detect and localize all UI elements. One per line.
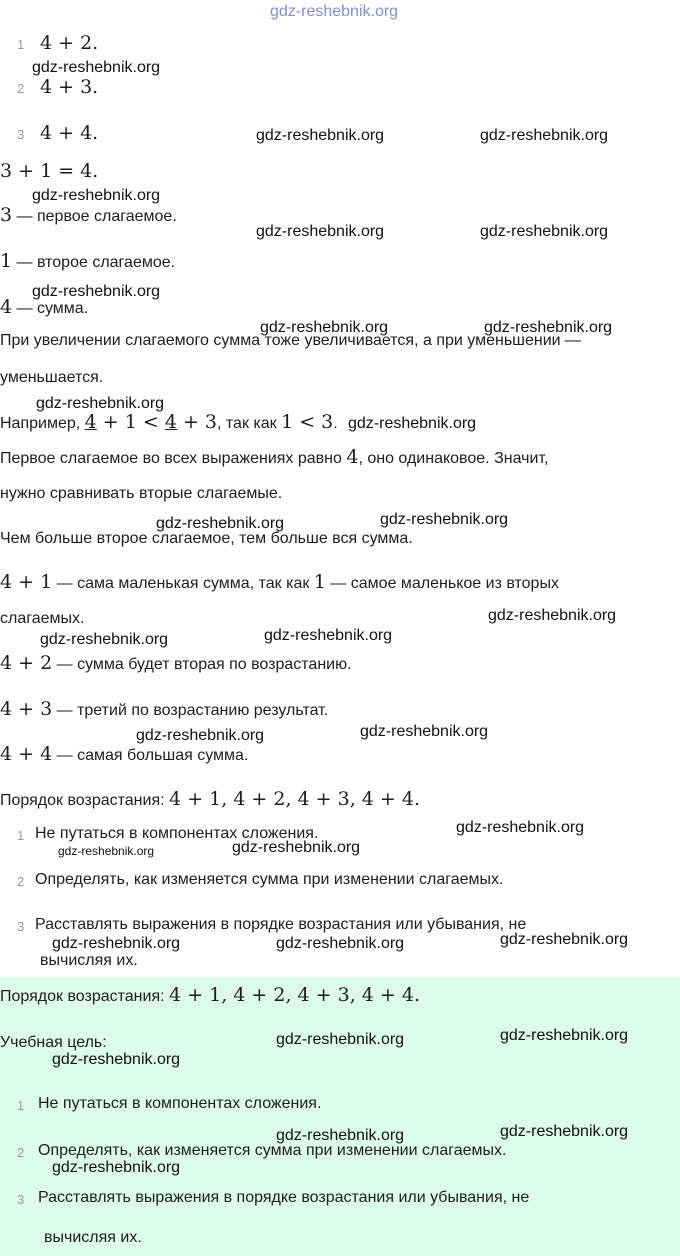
list-number: 3	[17, 1192, 25, 1207]
list-number: 2	[17, 1145, 25, 1160]
item-math: 4 + 4	[0, 743, 53, 765]
watermark: gdz-reshebnik.org	[32, 187, 161, 204]
goal-text: Определять, как изменяется сумма при изменении слагаемых.	[38, 1142, 507, 1159]
list-number: 1	[17, 828, 25, 843]
goal-heading: Учебная цель:	[0, 1034, 107, 1051]
watermark: gdz-reshebnik.org	[32, 283, 161, 300]
item-math: 4 + 1	[0, 571, 53, 593]
item-row	[0, 698, 328, 720]
watermark: gdz-reshebnik.org	[360, 723, 489, 740]
list-number: 2	[17, 81, 25, 96]
item-math: 4 + 2	[0, 652, 53, 674]
watermark: gdz-reshebnik.org	[484, 319, 613, 336]
part-text: — сумма.	[12, 300, 89, 317]
list-number: 1	[17, 1098, 25, 1113]
watermark: gdz-reshebnik.org	[260, 319, 389, 336]
list-number: 3	[17, 127, 25, 142]
goal-text: Не путаться в компонентах сложения.	[35, 825, 319, 842]
watermark: gdz-reshebnik.org	[52, 1051, 181, 1068]
item-text: — самая большая сумма.	[52, 747, 249, 764]
example-mid: , так как	[217, 415, 282, 432]
example-math: + 3	[176, 411, 218, 433]
watermark: gdz-reshebnik.org	[40, 631, 169, 648]
order-value: 4 + 1, 4 + 2, 4 + 3, 4 + 4.	[169, 984, 420, 1006]
goal-text: Определять, как изменяется сумма при изменении слагаемых.	[35, 871, 504, 888]
item-row	[0, 571, 559, 593]
watermark: gdz-reshebnik.org	[276, 935, 405, 952]
watermark: gdz-reshebnik.org	[32, 59, 161, 76]
watermark: gdz-reshebnik.org	[36, 395, 165, 412]
watermark: gdz-reshebnik.org	[52, 935, 181, 952]
watermark: gdz-reshebnik.org	[456, 819, 585, 836]
first-addend-text: Первое слагаемое во всех выражениях равно	[0, 450, 347, 467]
equation: 3 + 1 = 4.	[0, 160, 99, 182]
list-number: 3	[17, 919, 25, 934]
example-math: + 1 <	[96, 411, 165, 433]
first-addend-value: 4	[346, 446, 359, 468]
example	[0, 411, 338, 433]
order-label: Порядок возрастания:	[0, 792, 170, 809]
example-underlined: 4	[164, 411, 177, 433]
example-prefix: Например,	[0, 415, 85, 432]
watermark: gdz-reshebnik.org	[256, 127, 385, 144]
list-number: 1	[17, 37, 25, 52]
watermark: gdz-reshebnik.org	[58, 844, 155, 858]
watermark: gdz-reshebnik.org	[276, 1031, 405, 1048]
part-math: 1	[0, 250, 13, 272]
answer-order-line	[0, 984, 420, 1006]
item-math: 1	[313, 571, 326, 593]
watermark: gdz-reshebnik.org	[500, 1123, 629, 1140]
item-text: — сумма будет вторая по возрастанию.	[52, 656, 352, 673]
watermark: gdz-reshebnik.org	[276, 1127, 405, 1144]
watermark: gdz-reshebnik.org	[500, 931, 629, 948]
watermark: gdz-reshebnik.org	[480, 223, 609, 240]
watermark: gdz-reshebnik.org	[500, 1027, 629, 1044]
item-row	[0, 743, 248, 765]
rule-line: уменьшается.	[0, 369, 104, 386]
watermark: gdz-reshebnik.org	[380, 511, 509, 528]
rule-line: При увеличении слагаемого сумма тоже увеличивается, а при уменьшении —	[0, 332, 582, 349]
goal-text: Не путаться в компонентах сложения.	[38, 1095, 322, 1112]
item-row	[0, 652, 352, 674]
first-addend-line	[0, 446, 548, 468]
part-math: 3	[0, 204, 13, 226]
watermark: gdz-reshebnik.org	[348, 415, 477, 432]
list-expression: 4 + 3.	[40, 76, 99, 98]
order-label: Порядок возрастания:	[0, 988, 170, 1005]
order-value: 4 + 1, 4 + 2, 4 + 3, 4 + 4.	[169, 788, 420, 810]
example-underlined: 4	[84, 411, 97, 433]
answer-panel	[0, 977, 680, 1256]
first-addend-text: , оно одинаковое. Значит,	[358, 450, 549, 467]
part-row	[0, 250, 175, 272]
item-math: 4 + 3	[0, 698, 53, 720]
order-line	[0, 788, 420, 810]
part-row	[0, 204, 177, 226]
watermark: gdz-reshebnik.org	[264, 627, 393, 644]
watermark: gdz-reshebnik.org	[156, 515, 285, 532]
part-math: 4	[0, 296, 13, 318]
example-end: .	[333, 415, 338, 432]
example-condition: 1 < 3	[281, 411, 334, 433]
item-text: — сама маленькая сумма, так как	[52, 575, 314, 592]
part-text: — второе слагаемое.	[12, 254, 176, 271]
watermark: gdz-reshebnik.org	[256, 223, 385, 240]
goal-text: Расставлять выражения в порядке возрастания или убывания, не	[35, 916, 527, 933]
first-addend-line: нужно сравнивать вторые слагаемые.	[0, 485, 283, 502]
goal-text: вычисляя их.	[40, 952, 138, 969]
list-number: 2	[17, 874, 25, 889]
watermark: gdz-reshebnik.org	[232, 839, 361, 856]
list-expression: 4 + 2.	[40, 32, 99, 54]
watermark: gdz-reshebnik.org	[488, 607, 617, 624]
watermark: gdz-reshebnik.org	[136, 727, 265, 744]
watermark-top: gdz-reshebnik.org	[270, 3, 399, 20]
item-text: — самое маленькое из вторых	[325, 575, 559, 592]
item-text: слагаемых.	[0, 610, 85, 627]
list-expression: 4 + 4.	[40, 122, 99, 144]
part-text: — первое слагаемое.	[12, 208, 177, 225]
goal-text: вычисляя их.	[44, 1229, 142, 1246]
watermark: gdz-reshebnik.org	[52, 1159, 181, 1176]
goal-text: Расставлять выражения в порядке возрастания или убывания, не	[38, 1189, 530, 1206]
item-text: — третий по возрастанию результат.	[52, 702, 329, 719]
watermark: gdz-reshebnik.org	[480, 127, 609, 144]
bigger-text: Чем больше второе слагаемое, тем больше вся сумма.	[0, 530, 413, 547]
